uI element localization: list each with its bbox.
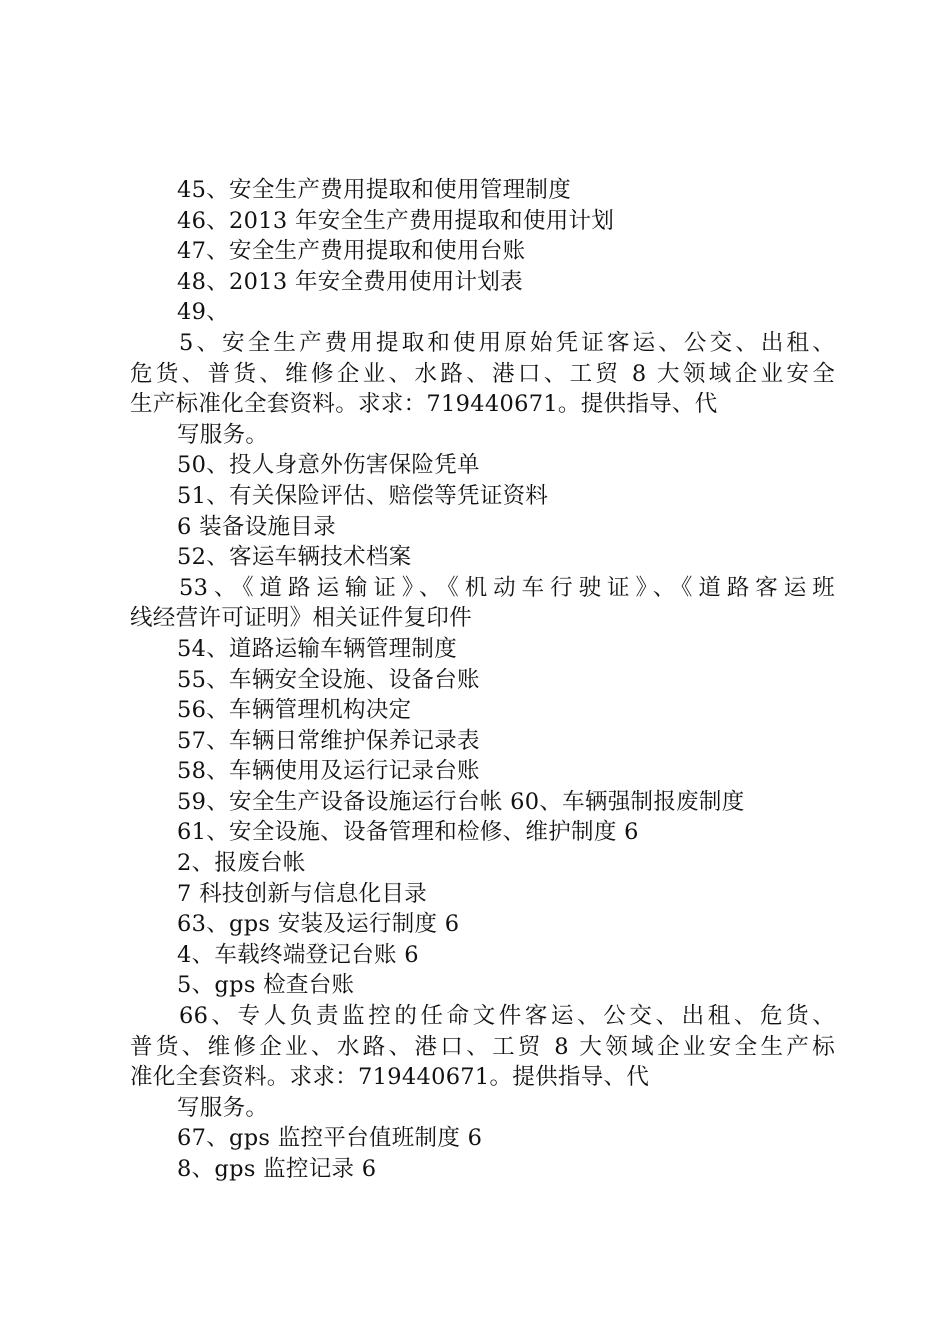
list-item: 58、车辆使用及运行记录台账 — [177, 758, 480, 785]
paragraph-line: 生产标准化全套资料。求求：719440671。提供指导、代 — [130, 391, 718, 418]
list-item: 47、安全生产费用提取和使用台账 — [177, 238, 526, 265]
paragraph-line: 5、安全生产费用提取和使用原始凭证客运、公交、出租、 — [179, 329, 835, 356]
paragraph-line: 普货、维修企业、水路、港口、工贸 8 大领域企业安全生产标 — [130, 1033, 835, 1060]
list-item: 63、gps 安装及运行制度 6 — [177, 911, 460, 938]
paragraph-line: 53、《道路运输证》、《机动车行驶证》、《道路客运班 — [179, 574, 835, 601]
paragraph-line: 线经营许可证明》相关证件复印件 — [130, 605, 473, 632]
list-item: 52、客运车辆技术档案 — [177, 544, 412, 571]
list-item: 50、投人身意外伤害保险凭单 — [177, 452, 480, 479]
list-item: 46、2013 年安全生产费用提取和使用计划 — [177, 207, 615, 234]
list-item: 55、车辆安全设施、设备台账 — [177, 666, 480, 693]
document-body — [130, 175, 835, 1185]
paragraph-line: 写服务。 — [177, 1094, 269, 1121]
list-item: 67、gps 监控平台值班制度 6 — [177, 1125, 483, 1152]
list-item: 51、有关保险评估、赔偿等凭证资料 — [177, 482, 549, 509]
list-item: 49、 — [177, 299, 230, 326]
section-heading: 7 科技创新与信息化目录 — [177, 880, 428, 907]
paragraph-line: 危货、普货、维修企业、水路、港口、工贸 8 大领域企业安全 — [130, 360, 835, 387]
paragraph-line: 66、专人负责监控的任命文件客运、公交、出租、危货、 — [179, 1003, 835, 1030]
list-item: 48、2013 年安全费用使用计划表 — [177, 268, 523, 295]
list-item: 59、安全生产设备设施运行台帐 60、车辆强制报废制度 — [177, 788, 745, 815]
list-item: 54、道路运输车辆管理制度 — [177, 635, 458, 662]
list-item: 61、安全设施、设备管理和检修、维护制度 6 — [177, 819, 639, 846]
section-heading: 6 装备设施目录 — [177, 513, 336, 540]
list-item: 57、车辆日常维护保养记录表 — [177, 727, 480, 754]
list-item: 56、车辆管理机构决定 — [177, 697, 412, 724]
list-item: 4、车载终端登记台账 6 — [177, 941, 419, 968]
paragraph-line: 写服务。 — [177, 421, 269, 448]
paragraph-line: 准化全套资料。求求：719440671。提供指导、代 — [130, 1064, 650, 1091]
list-item: 45、安全生产费用提取和使用管理制度 — [177, 177, 572, 203]
list-item: 8、gps 监控记录 6 — [177, 1156, 377, 1182]
list-item: 2、报废台帐 — [177, 850, 306, 877]
list-item: 5、gps 检查台账 — [177, 972, 355, 999]
